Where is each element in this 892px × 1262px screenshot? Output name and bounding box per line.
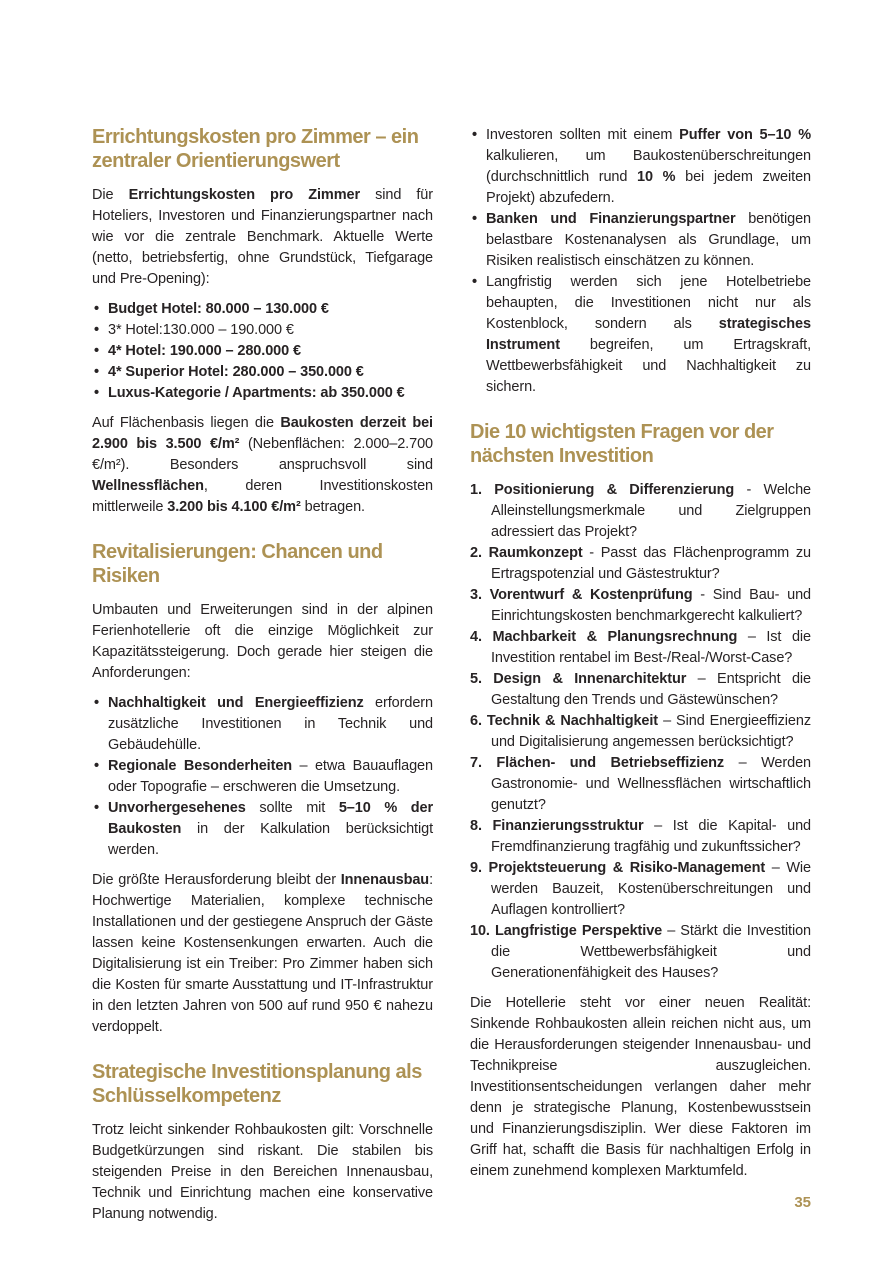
list-item: • Nachhaltigkeit und Energieeffizienz erfordern zusätzliche Investitionen in Technik und Gebäudehülle. bbox=[92, 693, 433, 756]
list-item: 5. Design & Innenarchitektur – Entspricht die Gestaltung den Trends und Gästewünschen? bbox=[470, 671, 811, 708]
list-item: 2. Raumkonzept - Passt das Flächenprogramm zu Ertragspotenzial und Gästestruktur? bbox=[470, 545, 811, 582]
list-item: • 4* Hotel: 190.000 – 280.000 € bbox=[92, 341, 433, 362]
list-item: 10. Langfristige Perspektive – Stärkt die Investition die Wettbewerbsfähigkeit und Generationenfähigkeit des Hauses? bbox=[470, 923, 811, 981]
list-item: 4. Machbarkeit & Planungsrechnung – Ist die Investition rentabel im Best-/Real-/Worst-Case? bbox=[470, 629, 811, 666]
left-column bbox=[92, 125, 433, 1234]
paragraph-revitalisierungen-intro: Umbauten und Erweiterungen sind in der alpinen Ferienhotellerie oft die einzige Möglichkeit zur Kapazitätssteigerung. Doch gerade hier steigen die Anforderungen: bbox=[92, 602, 433, 681]
list-item: • Investoren sollten mit einem Puffer von 5–10 % kalkulieren, um Baukostenüberschreitungen (durchschnittlich rund 10 % bei jedem zweiten Projekt) abzufedern. bbox=[470, 125, 811, 209]
list-item: • Regionale Besonderheiten – etwa Bauauflagen oder Topografie – erschweren die Umsetzung. bbox=[92, 756, 433, 798]
list-item: 7. Flächen- und Betriebseffizienz – Werden Gastronomie- und Wellnessflächen wirtschaftlich genutzt? bbox=[470, 755, 811, 813]
list-item: 1. Positionierung & Differenzierung - Welche Alleinstellungsmerkmale und Zielgruppen adressiert das Projekt? bbox=[470, 482, 811, 540]
paragraph-innenausbau: Die größte Herausforderung bleibt der Innenausbau: Hochwertige Materialien, komplexe technische Installationen und der gestiegene Anspruch der Gäste lassen keine Kostensenkungen erwarten. Auch die Digitalisierung ist ein Treiber: Pro Zimmer haben sich die Kosten für smarte Ausstattung und IT-Infrastruktur in den letzten Jahren von 500 auf rund 950 € nahezu verdoppelt. bbox=[92, 872, 433, 1035]
paragraph-errichtungskosten-intro: Die Errichtungskosten pro Zimmer sind für Hoteliers, Investoren und Finanzierungspartner nach wie vor die zentrale Benchmark. Aktuelle Werte (netto, betriebsfertig, ohne Grundstück, Tiefgarage und Pre-Opening): bbox=[92, 187, 434, 287]
list-item: • Banken und Finanzierungspartner benötigen belastbare Kostenanalysen als Grundlage, um Risiken realistisch einschätzen zu können. bbox=[470, 209, 811, 272]
section-heading-revitalisierungen: Revitalisierungen: Chancen und Risiken bbox=[92, 541, 383, 587]
ten-questions-list bbox=[470, 480, 811, 984]
paragraph-investitionsplanung: Trotz leicht sinkender Rohbaukosten gilt: Vorschnelle Budgetkürzungen sind riskant. Die stabilen bis steigenden Preise in den Bereichen Innenausbau, Technik und Einrichtung machen eine konservative Planung notwendig. bbox=[92, 1122, 433, 1222]
list-item: 9. Projektsteuerung & Risiko-Management – Wie werden Bauzeit, Kostenüberschreitungen und Auflagen kontrolliert? bbox=[470, 860, 811, 918]
section-heading-zehn-fragen: Die 10 wichtigsten Fragen vor der nächsten Investition bbox=[470, 421, 774, 467]
investor-advice-list bbox=[470, 125, 811, 398]
paragraph-closing: Die Hotellerie steht vor einer neuen Realität: Sinkende Rohbaukosten allein reichen nicht aus, um die Herausforderungen steigender Innenausbau- und Technikpreise auszugleichen. Investitionsentscheidungen verlangen daher mehr denn je strategische Planung, Kostenbewusstsein und Finanzierungsdisziplin. Wer diese Faktoren im Griff hat, schafft die Basis für nachhaltigen Erfolg in einem zunehmend komplexen Marktumfeld. bbox=[470, 995, 811, 1179]
list-item: 3. Vorentwurf & Kostenprüfung - Sind Bau- und Einrichtungskosten benchmarkgerecht kalkuliert? bbox=[470, 587, 812, 624]
list-item: • Langfristig werden sich jene Hotelbetriebe behaupten, die Investitionen nicht nur als Kostenblock, sondern als strategisches Instrument begreifen, um Ertragskraft, Wettbewerbsfähigkeit und Nachhaltigkeit zu sichern. bbox=[470, 272, 811, 398]
right-column bbox=[470, 125, 811, 1234]
page-number: 35 bbox=[794, 1194, 811, 1211]
list-item: • 4* Superior Hotel: 280.000 – 350.000 € bbox=[92, 362, 433, 383]
list-item: • Luxus-Kategorie / Apartments: ab 350.000 € bbox=[92, 383, 433, 404]
hotel-cost-list bbox=[92, 299, 433, 404]
content-columns bbox=[92, 125, 811, 1234]
section-heading-investitionsplanung: Strategische Investitionsplanung als Schlüsselkompetenz bbox=[92, 1061, 422, 1107]
revitalisierung-list bbox=[92, 693, 433, 861]
paragraph-baukosten: Auf Flächenbasis liegen die Baukosten derzeit bei 2.900 bis 3.500 €/m² (Nebenflächen: 2.000–2.700 €/m²). Besonders anspruchsvoll sind Wellnessflächen, deren Investitionskosten mittlerweile 3.200 bis 4.100 €/m² betragen. bbox=[92, 415, 434, 515]
list-item: • 3* Hotel:130.000 – 190.000 € bbox=[92, 320, 433, 341]
list-item: 6. Technik & Nachhaltigkeit – Sind Energieeffizienz und Digitalisierung angemessen berücksichtigt? bbox=[470, 713, 811, 750]
list-item: 8. Finanzierungsstruktur – Ist die Kapital- und Fremdfinanzierung tragfähig und zukunftssicher? bbox=[470, 818, 812, 855]
list-item: • Unvorhergesehenes sollte mit 5–10 % der Baukosten in der Kalkulation berücksichtigt werden. bbox=[92, 798, 433, 861]
list-item: • Budget Hotel: 80.000 – 130.000 € bbox=[92, 299, 433, 320]
section-heading-errichtungskosten: Errichtungskosten pro Zimmer – ein zentraler Orientierungswert bbox=[92, 126, 419, 172]
